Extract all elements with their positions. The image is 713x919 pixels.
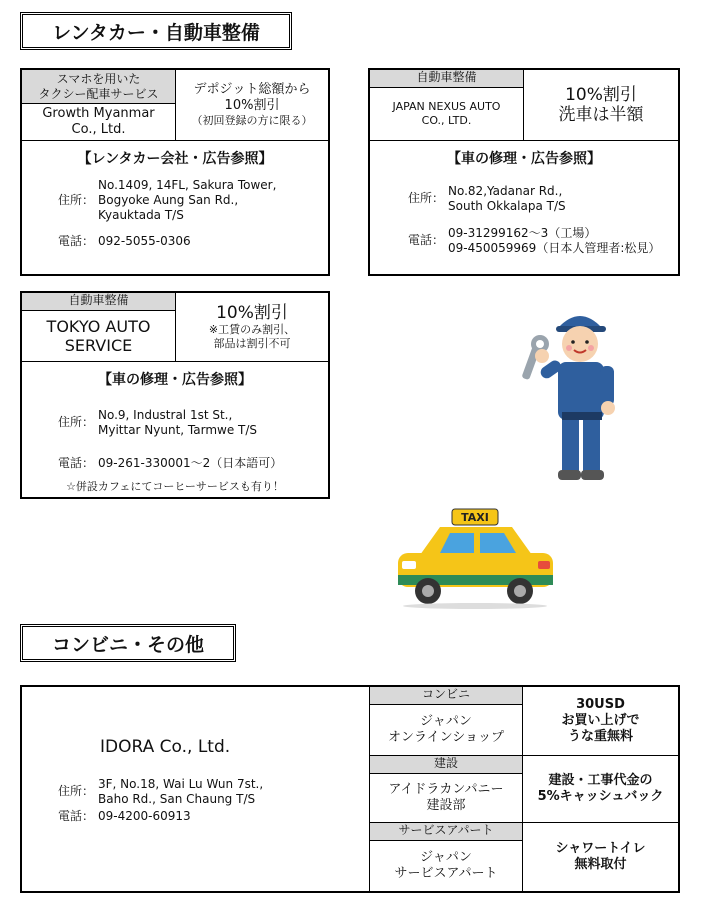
service-name-line: ジャパン bbox=[420, 714, 472, 729]
offer-box bbox=[176, 293, 328, 361]
mechanic-illustration bbox=[510, 300, 640, 490]
phone-row bbox=[58, 809, 358, 824]
card-japan-nexus-auto bbox=[368, 68, 680, 276]
address-line: 3F, No.18, Wai Lu Wun 7st., bbox=[98, 777, 264, 791]
company-line: SERVICE bbox=[64, 336, 133, 355]
address-line: No.82,Yadanar Rd., bbox=[448, 184, 563, 198]
offer-note: ※工賃のみ割引、 bbox=[208, 323, 296, 336]
service-offer bbox=[523, 823, 678, 891]
service-name bbox=[370, 774, 522, 822]
company-line: CO., LTD. bbox=[421, 114, 472, 127]
address-line: Baho Rd., San Chaung T/S bbox=[98, 792, 256, 806]
phone-number: 09-450059969（日本人管理者:松見） bbox=[448, 241, 661, 255]
taxi-sign-text: TAXI bbox=[461, 511, 489, 524]
service-offer-line: 5%キャッシュバック bbox=[537, 789, 664, 804]
address-line: Kyauktada T/S bbox=[98, 208, 184, 222]
card-tokyo-auto-service bbox=[20, 291, 330, 499]
category-line: タクシー配車サービス bbox=[38, 87, 159, 101]
company-line: Co., Ltd. bbox=[71, 122, 126, 137]
service-offer-line: 30USD bbox=[576, 697, 625, 712]
service-name-line: ジャパン bbox=[420, 850, 472, 865]
phone-number: 092-5055-0306 bbox=[98, 234, 191, 248]
section-title-rental-text: レンタカー・自動車整備 bbox=[52, 21, 260, 44]
company-line: JAPAN NEXUS AUTO bbox=[392, 100, 501, 113]
address-label: 住所： bbox=[58, 415, 95, 429]
company-name bbox=[22, 104, 175, 140]
address-line: Myittar Nyunt, Tarmwe T/S bbox=[98, 423, 258, 437]
service-category: 建設 bbox=[370, 756, 522, 774]
service-name bbox=[370, 705, 522, 755]
offer-line: デポジット総額から bbox=[193, 82, 311, 97]
service-offer-line: シャワートイレ bbox=[555, 841, 646, 856]
phone-row bbox=[408, 226, 678, 256]
divider bbox=[370, 140, 678, 141]
address-block bbox=[408, 184, 668, 214]
address-label: 住所： bbox=[408, 191, 445, 205]
card-heading: 【車の修理・広告参照】 bbox=[447, 151, 601, 167]
phone-label: 電話： bbox=[58, 234, 95, 248]
phone-number: 09-261-330001～2（日本語可） bbox=[98, 456, 283, 470]
offer-line: 10%割引 bbox=[565, 85, 637, 105]
service-offer-line: お買い上げで bbox=[561, 713, 640, 728]
offer-box bbox=[524, 70, 678, 140]
service-offer-line: 無料取付 bbox=[574, 857, 627, 872]
section-title-other-text: コンビニ・その他 bbox=[51, 633, 204, 656]
company-line: Growth Myanmar bbox=[42, 106, 155, 121]
phone-label: 電話： bbox=[58, 809, 95, 823]
card-heading: 【車の修理・広告参照】 bbox=[98, 372, 252, 388]
phone-number: 09-31299162～3（工場） bbox=[448, 226, 597, 240]
company-name bbox=[22, 311, 175, 361]
phone-label: 電話： bbox=[58, 456, 95, 470]
card-heading: 【レンタカー会社・広告参照】 bbox=[77, 151, 273, 167]
phone-row bbox=[58, 456, 328, 471]
divider bbox=[22, 140, 328, 141]
offer-box bbox=[176, 70, 328, 140]
divider bbox=[22, 361, 328, 362]
service-offer bbox=[523, 756, 678, 822]
service-name bbox=[370, 841, 522, 891]
service-name-line: 建設部 bbox=[426, 798, 466, 813]
company-name bbox=[370, 88, 523, 140]
phone-row bbox=[58, 234, 318, 249]
address-line: South Okkalapa T/S bbox=[448, 199, 566, 213]
address-line: No.9, Industral 1st St., bbox=[98, 408, 233, 422]
card-growth-myanmar bbox=[20, 68, 330, 276]
category-line: スマホを用いた bbox=[56, 72, 141, 86]
company-name: IDORA Co., Ltd. bbox=[100, 737, 231, 757]
section-title-rental bbox=[20, 12, 292, 50]
section-title-other bbox=[20, 624, 236, 662]
offer-line: 10%割引 bbox=[224, 98, 280, 113]
service-offer bbox=[523, 687, 678, 755]
category-label bbox=[22, 70, 175, 104]
address-block bbox=[58, 178, 318, 223]
address-block bbox=[58, 777, 358, 807]
card-idora bbox=[20, 685, 680, 893]
offer-line: 10%割引 bbox=[216, 303, 288, 323]
service-offer-line: うな重無料 bbox=[567, 729, 633, 744]
company-line: TOKYO AUTO bbox=[46, 317, 151, 336]
service-name-line: アイドラカンパニー bbox=[388, 782, 504, 797]
taxi-illustration bbox=[390, 505, 560, 610]
category-label: 自動車整備 bbox=[370, 70, 523, 88]
service-offer-line: 建設・工事代金の bbox=[548, 773, 653, 788]
offer-note: 部品は割引不可 bbox=[213, 337, 291, 350]
service-category: サービスアパート bbox=[370, 823, 522, 841]
service-name-line: サービスアパート bbox=[394, 866, 498, 881]
service-category: コンビニ bbox=[370, 687, 522, 705]
address-label: 住所： bbox=[58, 784, 95, 798]
footer-note: ☆併設カフェにてコーヒーサービスも有り！ bbox=[66, 480, 284, 493]
offer-note: （初回登録の方に限る） bbox=[191, 114, 313, 127]
offer-line: 洗車は半額 bbox=[558, 105, 644, 125]
service-name-line: オンラインショップ bbox=[387, 730, 505, 745]
address-line: No.1409, 14FL, Sakura Tower, bbox=[98, 178, 277, 192]
phone-number: 09-4200-60913 bbox=[98, 809, 191, 823]
address-line: Bogyoke Aung San Rd., bbox=[98, 193, 239, 207]
address-block bbox=[58, 408, 318, 438]
category-label: 自動車整備 bbox=[22, 293, 175, 311]
address-label: 住所： bbox=[58, 193, 95, 207]
phone-label: 電話： bbox=[408, 233, 445, 247]
